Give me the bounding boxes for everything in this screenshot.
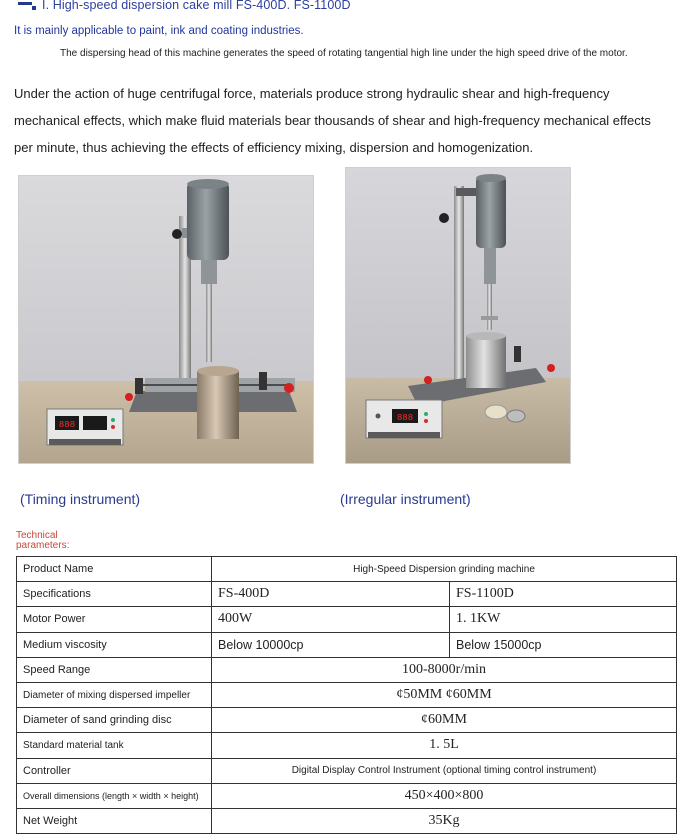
- row-value: Digital Display Control Instrument (optional timing control instrument): [212, 758, 677, 783]
- product-photo-irregular: [345, 167, 571, 464]
- row-label: Speed Range: [17, 657, 212, 682]
- row-value-fs1100d: FS-1100D: [450, 582, 677, 607]
- controller-display-left: 888: [58, 420, 76, 430]
- table-row: [17, 783, 677, 808]
- table-row: [17, 682, 677, 707]
- row-value-fs1100d: 1. 1KW: [450, 607, 677, 632]
- row-label: Net Weight: [17, 808, 212, 833]
- row-value-fs400d: Below 10000cp: [212, 632, 450, 657]
- table-row: [17, 582, 677, 607]
- row-value-fs1100d: Below 15000cp: [450, 632, 677, 657]
- spec-table: [16, 556, 677, 834]
- row-label: Specifications: [17, 582, 212, 607]
- row-value: ¢60MM: [212, 708, 677, 733]
- dispersion-machine-illustration: [19, 176, 313, 463]
- intro-note: The dispersing head of this machine generates the speed of rotating tangential high line under the high speed drive of the motor.: [60, 48, 628, 59]
- row-label: Product Name: [17, 557, 212, 582]
- table-row: [17, 557, 677, 582]
- controller-display-right: 888: [396, 413, 414, 423]
- row-value-fs400d: 400W: [212, 607, 450, 632]
- caption-timing-instrument: (Timing instrument): [20, 491, 141, 507]
- row-label: Standard material tank: [17, 733, 212, 758]
- row-label: Controller: [17, 758, 212, 783]
- row-label: Diameter of sand grinding disc: [17, 708, 212, 733]
- table-row: [17, 733, 677, 758]
- section-label-technical-parameters: Technical parameters:: [16, 530, 70, 551]
- row-label: Motor Power: [17, 607, 212, 632]
- row-value: 100-8000r/min: [212, 657, 677, 682]
- product-photo-timing: [18, 175, 314, 464]
- dispersion-machine-illustration-2: [346, 168, 570, 463]
- row-label: Medium viscosity: [17, 632, 212, 657]
- table-row: [17, 632, 677, 657]
- title-bullet-icon: [16, 0, 38, 12]
- row-value: High-Speed Dispersion grinding machine: [212, 557, 677, 582]
- table-row: [17, 708, 677, 733]
- row-value: 35Kg: [212, 808, 677, 833]
- caption-irregular-instrument: (Irregular instrument): [340, 491, 471, 507]
- title-text: I. High-speed dispersion cake mill FS-400D. FS-1100D: [42, 0, 351, 12]
- table-row: [17, 657, 677, 682]
- subtitle: It is mainly applicable to paint, ink and coating industries.: [14, 25, 304, 37]
- row-value: ¢50MM ¢60MM: [212, 682, 677, 707]
- row-value: 1. 5L: [212, 733, 677, 758]
- table-row: [17, 808, 677, 833]
- page-title: [16, 0, 351, 14]
- table-row: [17, 607, 677, 632]
- row-label: Diameter of mixing dispersed impeller: [17, 682, 212, 707]
- row-value: 450×400×800: [212, 783, 677, 808]
- description-paragraph: Under the action of huge centrifugal force, materials produce strong hydraulic shear and high-frequency mechanical effects, which make fluid materials bear thousands of shear and high-frequency mechanical effects per minute, thus achieving the effects of efficiency mixing, dispersion and homogenization.: [14, 86, 651, 155]
- row-label: Overall dimensions (length × width × height): [17, 783, 212, 808]
- row-value-fs400d: FS-400D: [212, 582, 450, 607]
- table-row: [17, 758, 677, 783]
